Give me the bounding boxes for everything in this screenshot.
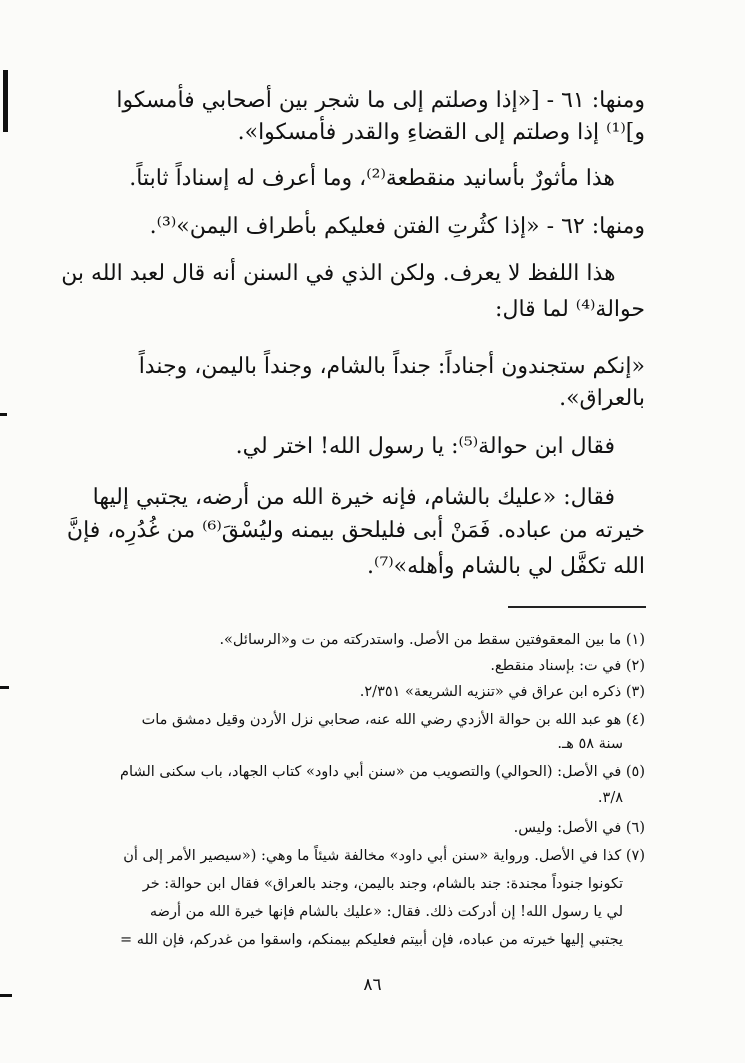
body-line: فقال ابن حوالة⁽⁵⁾: يا رسول الله! اختر لي. [235, 434, 615, 459]
footnote-divider [508, 606, 646, 608]
footnote-line: (٦) في الأصل: وليس. [513, 820, 645, 836]
footnote-line: (٣) ذكره ابن عراق في «تنزيه الشريعة» ٢/٣٥١. [359, 684, 645, 700]
page-number: ٨٦ [363, 975, 382, 995]
footnote-line: (٥) في الأصل: (الحوالي) والتصويب من «سنن أبي داود» كتاب الجهاد، باب سكنى الشام [120, 764, 645, 780]
scan-edge-mark [0, 686, 9, 689]
footnote-line: لي يا رسول الله! إن أدركت ذلك. فقال: «عليك بالشام فإنها خيرة الله من أرضه [149, 904, 623, 920]
footnote-line: (١) ما بين المعقوفتين سقط من الأصل. واستدركته من ت و«الرسائل». [219, 632, 645, 648]
body-line: هذا مأثورٌ بأسانيد منقطعة⁽²⁾، وما أعرف له إسناداً ثابتاً. [129, 166, 615, 191]
body-line: خيرته من عباده. فَمَنْ أبى فليلحق بيمنه وليُسْقَ⁽⁶⁾ من غُدُرِه، فإنَّ [66, 518, 645, 543]
footnote-line: (٢) في ت: بإسناد منقطع. [490, 658, 645, 674]
body-line: و]⁽¹⁾ إذا وصلتم إلى القضاءِ والقدر فأمسكوا». [237, 120, 645, 145]
footnote-line: تكونوا جنوداً مجندة: جند بالشام، وجند باليمن، وجند بالعراق» فقال ابن حوالة: خر [142, 876, 623, 892]
scan-edge-mark [3, 70, 8, 132]
body-line: فقال: «عليك بالشام، فإنه خيرة الله من أرضه، يجتبي إليها [92, 485, 615, 510]
body-line: الله تكفَّل لي بالشام وأهله»⁽⁷⁾. [367, 554, 645, 579]
scan-edge-mark [0, 413, 7, 416]
body-line: هذا اللفظ لا يعرف. ولكن الذي في السنن أنه قال لعبد الله بن [60, 261, 615, 286]
footnote-line: ٣/٨. [597, 790, 623, 806]
body-line: ومنها: ٦١ - [«إذا وصلتم إلى ما شجر بين أصحابي فأمسكوا [116, 88, 645, 113]
body-line: ومنها: ٦٢ - «إذا كثُرتِ الفتن فعليكم بأطراف اليمن»⁽³⁾. [149, 214, 645, 239]
footnote-line: يجتبي إليها خيرته من عباده، فإن أبيتم فعليكم بيمنكم، واسقوا من غدركم، فإن الله = [120, 932, 623, 948]
footnote-line: (٤) هو عبد الله بن حوالة الأزدي رضي الله عنه، صحابي نزل الأردن وقيل دمشق مات [141, 712, 645, 728]
footnote-line: (٧) كذا في الأصل. ورواية «سنن أبي داود» مخالفة شيئاً ما وهي: («سيصير الأمر إلى أن [123, 848, 645, 864]
body-line: حوالة⁽⁴⁾ لما قال: [495, 297, 645, 322]
body-line: بالعراق». [559, 386, 645, 411]
body-line: «إنكم ستجندون أجناداً: جنداً بالشام، وجنداً باليمن، وجنداً [138, 354, 645, 379]
footnote-line: سنة ٥٨ هـ. [557, 736, 623, 752]
